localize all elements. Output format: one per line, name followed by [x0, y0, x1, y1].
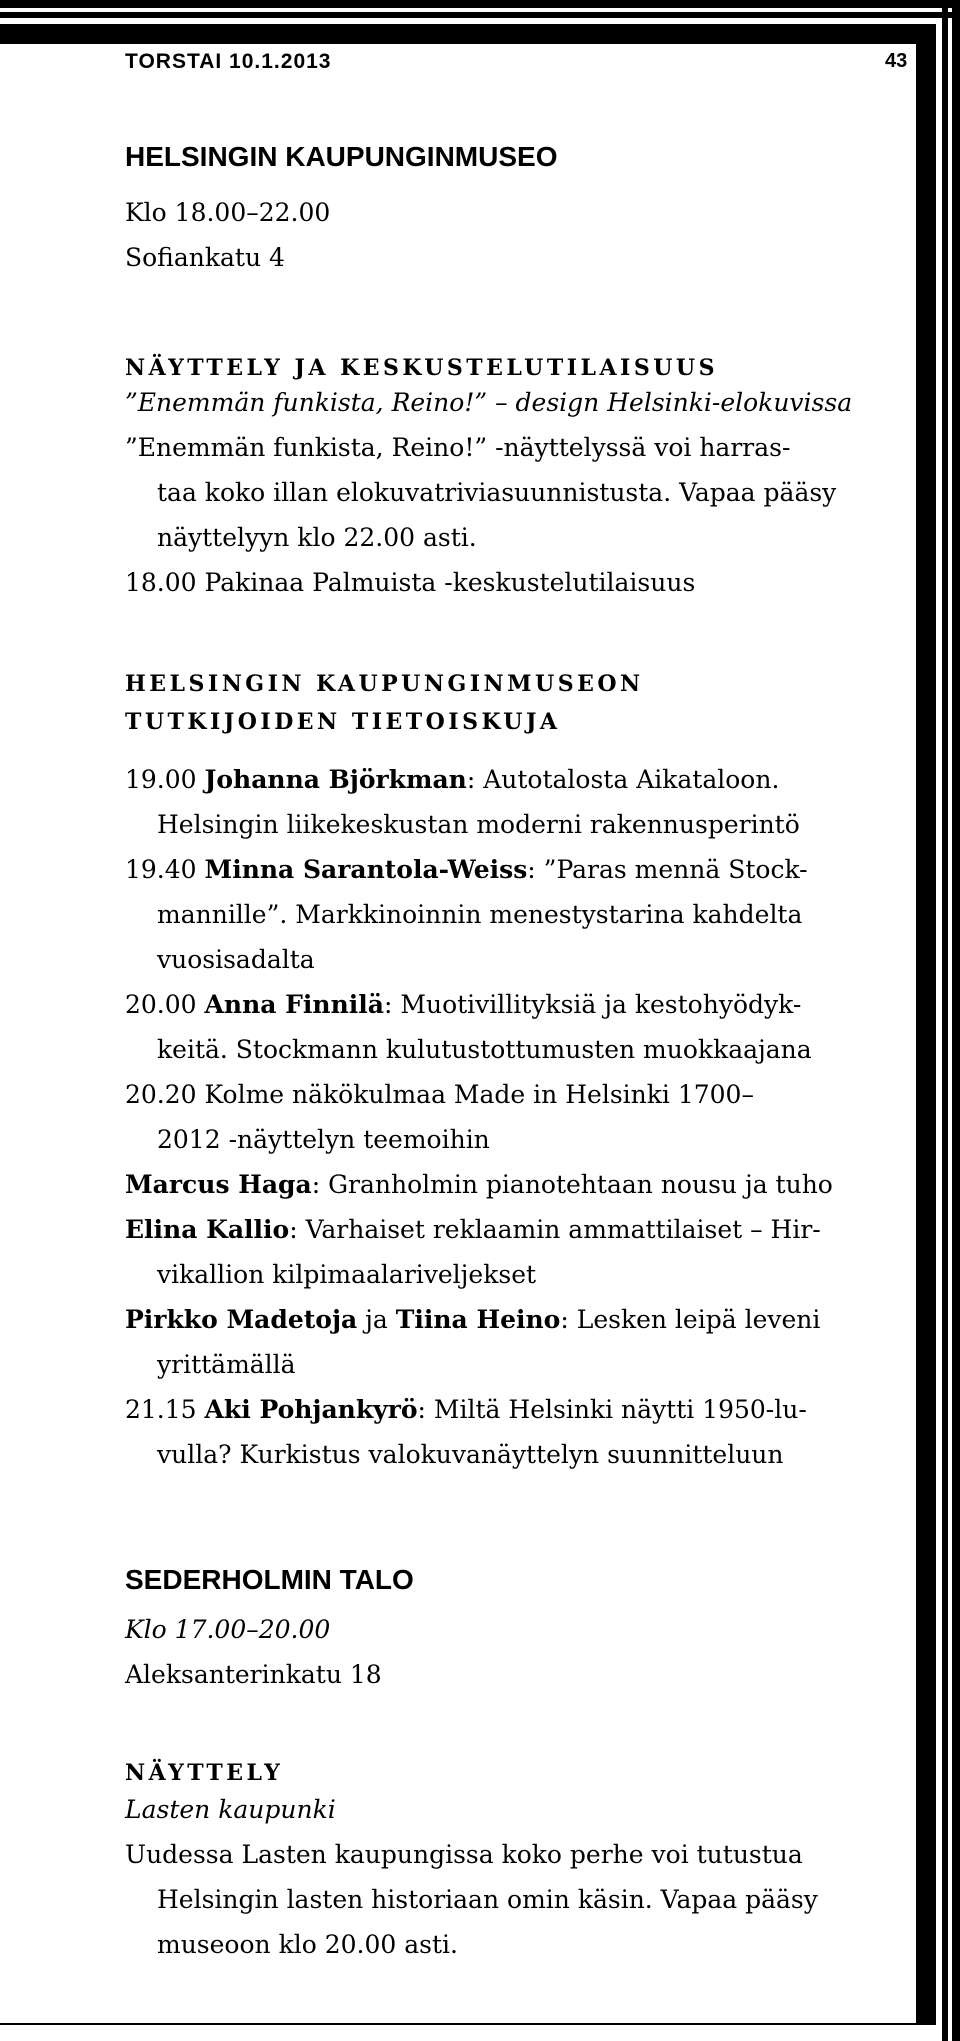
section-exhibition — [125, 1757, 885, 1967]
talk-title: Autotalosta Aikataloon. — [475, 765, 780, 794]
joiner: ja — [357, 1305, 396, 1334]
frame-rule — [0, 2023, 936, 2025]
speaker-name: Marcus Haga — [125, 1170, 312, 1199]
frame-bar — [916, 24, 936, 2023]
talk-time: 20.00 — [125, 990, 205, 1019]
speaker-name: Elina Kallio — [125, 1215, 290, 1244]
venue-address: Aleksanterinkatu 18 — [125, 1660, 382, 1689]
talk-item — [125, 847, 885, 892]
talk-continuation: mannille”. Markkinoinnin menestystarina kahdelta — [157, 900, 803, 929]
speaker-name: Pirkko Madetoja — [125, 1305, 358, 1334]
venue2-info — [125, 1607, 885, 1697]
talk-continuation: vulla? Kurkistus valokuvanäyttelyn suunnitteluun — [157, 1440, 784, 1469]
section-exhibition-discussion — [125, 352, 885, 605]
body-line: Helsingin lasten historiaan omin käsin. Vapaa pääsy — [157, 1885, 818, 1914]
talk-item — [125, 1162, 885, 1207]
talk-title: Muotivillityksiä ja kestohyödyk- — [392, 990, 802, 1019]
body-line: 18.00 Pakinaa Palmuista -keskustelutilaisuus — [125, 568, 696, 597]
frame-stripe — [0, 0, 960, 8]
body-line: ”Enemmän funkista, Reino!” -näyttelyssä voi harras- — [125, 433, 791, 462]
talk-continuation: vuosisadalta — [157, 945, 315, 974]
section-subtitle: ”Enemmän funkista, Reino!” – design Helsinki-elokuvissa — [125, 388, 853, 417]
frame-stripe — [942, 0, 948, 2041]
section-subtitle: Lasten kaupunki — [125, 1795, 336, 1824]
talk-title: : Lesken leipä leveni — [560, 1305, 821, 1334]
talk-list — [125, 757, 885, 1477]
talk-item — [125, 1207, 885, 1252]
talk-continuation: yrittämällä — [157, 1350, 296, 1379]
talk-item — [125, 1387, 885, 1432]
talk-item — [125, 1297, 885, 1342]
talk-title: ”Paras mennä Stock- — [535, 855, 808, 884]
talk-continuation: keitä. Stockmann kulutustottumusten muokkaajana — [157, 1035, 812, 1064]
speaker-name: Aki Pohjankyrö — [204, 1395, 418, 1424]
talk-title: : Granholmin pianotehtaan nousu ja tuho — [311, 1170, 833, 1199]
venue-hours: Klo 18.00–22.00 — [125, 198, 331, 227]
body-line: taa koko illan elokuvatriviasuunnistusta. Vapaa pääsy — [157, 478, 837, 507]
venue-title: SEDERHOLMIN TALO — [125, 1564, 414, 1595]
talk-title: : Varhaiset reklaamin ammattilaiset – Hir- — [289, 1215, 821, 1244]
issue-date: TORSTAI 10.1.2013 — [125, 50, 332, 73]
talk-continuation: Helsingin liikekeskustan moderni rakennusperintö — [157, 810, 800, 839]
venue-address: Sofiankatu 4 — [125, 243, 285, 272]
colon: : — [466, 765, 476, 794]
speaker-name: Anna Finnilä — [204, 990, 384, 1019]
talk-time: 19.00 — [125, 765, 205, 794]
talk-time: 19.40 — [125, 855, 205, 884]
venue1-info — [125, 190, 885, 280]
venue-title: HELSINGIN KAUPUNGINMUSEO — [125, 141, 558, 172]
venue-helsingin-kaupunginmuseo — [125, 140, 885, 174]
venue-hours: Klo 17.00–20.00 — [125, 1615, 331, 1644]
section-heading: NÄYTTELY — [125, 1760, 284, 1786]
body-line: museoon klo 20.00 asti. — [157, 1930, 458, 1959]
section-heading: HELSINGIN KAUPUNGINMUSEON — [125, 671, 644, 697]
talk-item — [125, 982, 885, 1027]
section-researcher-talks — [125, 668, 885, 738]
body-line: näyttelyyn klo 22.00 asti. — [157, 523, 477, 552]
talk-title: : Miltä Helsinki näytti 1950-lu- — [417, 1395, 807, 1424]
section-heading: NÄYTTELY JA KESKUSTELUTILAISUUS — [125, 355, 718, 381]
body-line: Uudessa Lasten kaupungissa koko perhe voi tutustua — [125, 1840, 803, 1869]
frame-bar — [0, 24, 936, 44]
frame-stripe — [952, 0, 960, 2041]
colon: : — [527, 855, 536, 884]
page-number: 43 — [885, 50, 908, 72]
talk-continuation: 2012 -näyttelyn teemoihin — [157, 1125, 490, 1154]
colon: : — [383, 990, 393, 1019]
talk-time: 21.15 — [125, 1395, 205, 1424]
talk-continuation: vikallion kilpimaalariveljekset — [157, 1260, 537, 1289]
section-heading: TUTKIJOIDEN TIETOISKUJA — [125, 709, 561, 735]
speaker-name: Johanna Björkman — [204, 765, 467, 794]
talk-item — [125, 757, 885, 802]
venue-sederholmin-talo — [125, 1563, 885, 1597]
talk-item: 20.20 Kolme näkökulmaa Made in Helsinki 1700– — [125, 1080, 754, 1109]
speaker-name: Tiina Heino — [395, 1305, 561, 1334]
frame-stripe — [0, 12, 960, 18]
speaker-name: Minna Sarantola-Weiss — [204, 855, 528, 884]
